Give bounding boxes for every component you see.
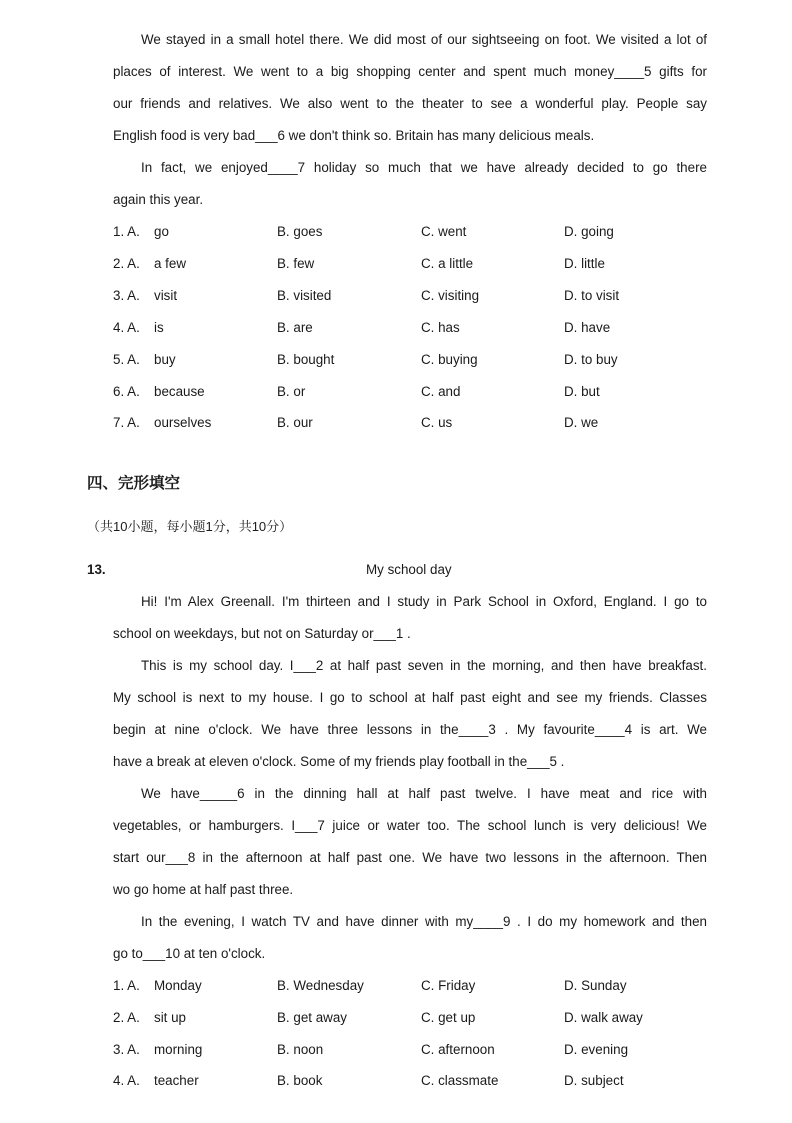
option-a: ourselves — [154, 415, 212, 430]
option-b: B. are — [277, 320, 313, 335]
passage2-line: school on weekdays, but not on Saturday or___1 . — [113, 626, 411, 641]
passage2-line: In the evening, I watch TV and have dinner with my____9 . I do my homework and then — [141, 914, 707, 929]
option-a: buy — [154, 352, 176, 367]
option-c: C. has — [421, 320, 460, 335]
option-b: B. goes — [277, 224, 323, 239]
option-c: C. and — [421, 384, 461, 399]
option-d: D. evening — [564, 1042, 629, 1057]
passage2-line: Hi! I'm Alex Greenall. I'm thirteen and I study in Park School in Oxford, England. I go to — [141, 594, 707, 609]
option-d: D. subject — [564, 1073, 624, 1088]
option-a: visit — [154, 288, 178, 303]
passage2-line: go to___10 at ten o'clock. — [113, 946, 266, 961]
question-number: 4. A. — [113, 320, 140, 335]
option-a: because — [154, 384, 205, 399]
option-d: D. to visit — [564, 288, 620, 303]
option-c: C. Friday — [421, 978, 476, 993]
section-heading: 四、完形填空 — [87, 475, 181, 492]
passage2-line: We have_____6 in the dinning hall at half past twelve. I have meat and rice with — [141, 786, 707, 801]
question-number: 2. A. — [113, 256, 140, 271]
option-b: B. get away — [277, 1010, 347, 1025]
passage2-line: start our___8 in the afternoon at half past one. We have two lessons in the afternoon. Then — [113, 850, 707, 865]
option-c: C. went — [421, 224, 467, 239]
option-d: D. we — [564, 415, 599, 430]
option-d: D. to buy — [564, 352, 618, 367]
question-13-number: 13. — [87, 562, 106, 577]
passage1-line: We stayed in a small hotel there. We did most of our sightseeing on foot. We visited a lot of — [141, 32, 707, 47]
option-b: B. noon — [277, 1042, 324, 1057]
option-c: C. visiting — [421, 288, 480, 303]
option-a: is — [154, 320, 164, 335]
option-a: Monday — [154, 978, 202, 993]
passage1-line: places of interest. We went to a big shopping center and spent much money____5 gifts for — [113, 64, 707, 79]
passage2-line: My school is next to my house. I go to school at half past eight and see my friends. Classes — [113, 690, 707, 705]
passage1-line: again this year. — [113, 192, 204, 207]
passage2-line: begin at nine o'clock. We have three lessons in the____3 . My favourite____4 is art. We — [113, 722, 707, 737]
option-d: D. Sunday — [564, 978, 627, 993]
option-d: D. but — [564, 384, 600, 399]
option-d: D. going — [564, 224, 614, 239]
option-b: B. Wednesday — [277, 978, 364, 993]
passage1-line: English food is very bad___6 we don't think so. Britain has many delicious meals. — [113, 128, 595, 143]
question-number: 7. A. — [113, 415, 140, 430]
question-number: 1. A. — [113, 978, 140, 993]
passage2-line: This is my school day. I___2 at half past seven in the morning, and then have breakfast. — [141, 658, 707, 673]
passage2-line: have a break at eleven o'clock. Some of my friends play football in the___5 . — [113, 754, 565, 769]
option-d: D. have — [564, 320, 611, 335]
option-c: C. us — [421, 415, 453, 430]
option-b: B. our — [277, 415, 313, 430]
question-number: 2. A. — [113, 1010, 140, 1025]
question-number: 6. A. — [113, 384, 140, 399]
passage2-title: My school day — [366, 562, 452, 577]
question-number: 4. A. — [113, 1073, 140, 1088]
option-a: go — [154, 224, 169, 239]
passage1-line: In fact, we enjoyed____7 holiday so much that we have already decided to go there — [141, 160, 707, 175]
passage2-line: wo go home at half past three. — [113, 882, 294, 897]
option-d: D. walk away — [564, 1010, 643, 1025]
option-c: C. get up — [421, 1010, 476, 1025]
question-number: 3. A. — [113, 1042, 140, 1057]
option-b: B. bought — [277, 352, 335, 367]
passage1-line: our friends and relatives. We also went to the theater to see a wonderful play. People say — [113, 96, 707, 111]
option-a: morning — [154, 1042, 203, 1057]
option-b: B. few — [277, 256, 315, 271]
option-d: D. little — [564, 256, 605, 271]
question-number: 1. A. — [113, 224, 140, 239]
option-b: B. or — [277, 384, 306, 399]
question-number: 3. A. — [113, 288, 140, 303]
option-c: C. buying — [421, 352, 478, 367]
option-a: sit up — [154, 1010, 187, 1025]
option-a: a few — [154, 256, 187, 271]
option-b: B. book — [277, 1073, 323, 1088]
question-number: 5. A. — [113, 352, 140, 367]
option-c: C. afternoon — [421, 1042, 495, 1057]
section-subtitle: （共10小题，每小题1分，共10分） — [87, 519, 293, 534]
passage2-line: vegetables, or hamburgers. I___7 juice or water too. The school lunch is very delicious! We — [113, 818, 707, 833]
option-c: C. classmate — [421, 1073, 499, 1088]
option-b: B. visited — [277, 288, 332, 303]
option-a: teacher — [154, 1073, 199, 1088]
option-c: C. a little — [421, 256, 474, 271]
